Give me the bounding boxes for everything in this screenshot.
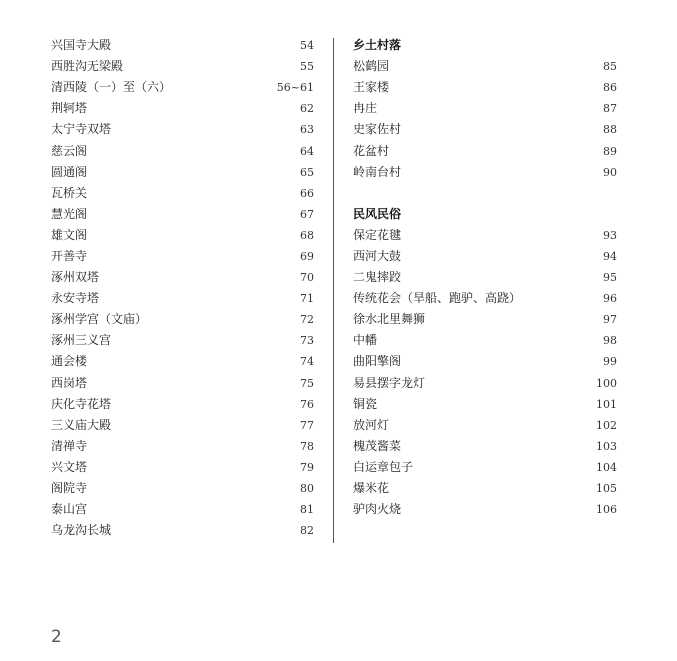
toc-entry-title: 通会楼 bbox=[51, 354, 88, 369]
toc-entry[interactable] bbox=[353, 246, 617, 267]
section-title-villages: 乡土村落 bbox=[353, 38, 402, 52]
page-number: 2 bbox=[51, 627, 62, 647]
toc-entry-title: 西河大鼓 bbox=[353, 248, 402, 263]
toc-entry[interactable] bbox=[353, 457, 617, 478]
toc-entry[interactable] bbox=[353, 478, 617, 499]
toc-entry[interactable] bbox=[51, 457, 314, 478]
toc-entry-title: 清禅寺 bbox=[51, 438, 88, 453]
column-divider bbox=[333, 38, 334, 543]
toc-entry[interactable] bbox=[353, 119, 617, 140]
toc-entry-title: 保定花毽 bbox=[353, 227, 402, 242]
toc-entry-title: 西岗塔 bbox=[51, 375, 88, 390]
toc-entry-page: 72 bbox=[300, 313, 314, 327]
section-villages-list bbox=[353, 56, 617, 183]
toc-entry[interactable] bbox=[51, 330, 314, 351]
toc-entry-page: 67 bbox=[300, 207, 314, 221]
toc-entry[interactable] bbox=[353, 330, 617, 351]
toc-entry[interactable] bbox=[51, 225, 314, 246]
toc-entry-title: 传统花会（旱船、跑驴、高跷） bbox=[353, 291, 522, 306]
toc-entry-page: 104 bbox=[596, 460, 617, 474]
toc-entry[interactable] bbox=[51, 373, 314, 394]
section-spacer bbox=[353, 183, 617, 204]
toc-entry[interactable] bbox=[51, 499, 314, 520]
toc-entry-title: 槐茂酱菜 bbox=[353, 438, 402, 453]
toc-entry-page: 76 bbox=[300, 397, 314, 411]
toc-entry-page: 64 bbox=[300, 144, 314, 158]
toc-entry[interactable] bbox=[51, 162, 314, 183]
toc-entry[interactable] bbox=[353, 77, 617, 98]
toc-entry-title: 泰山宫 bbox=[51, 502, 88, 517]
toc-entry-title: 曲阳擎阁 bbox=[353, 354, 402, 369]
toc-entry-page: 55 bbox=[300, 60, 314, 74]
section-title-folk-customs: 民风民俗 bbox=[353, 206, 402, 221]
toc-entry-title: 史家佐村 bbox=[353, 122, 402, 137]
toc-entry-title: 松鹤园 bbox=[353, 59, 390, 74]
toc-entry-title: 兴国寺大殿 bbox=[51, 38, 112, 53]
toc-entry-page: 82 bbox=[300, 524, 314, 538]
toc-entry-title: 爆米花 bbox=[353, 481, 390, 496]
toc-entry[interactable] bbox=[353, 98, 617, 119]
toc-entry[interactable] bbox=[353, 288, 617, 309]
toc-entry-title: 阁院寺 bbox=[51, 481, 88, 496]
toc-entry-title: 三义庙大殿 bbox=[51, 417, 112, 432]
toc-entry-page: 101 bbox=[596, 397, 617, 411]
toc-entry-page: 86 bbox=[603, 81, 617, 95]
toc-entry-title: 徐水北里舞狮 bbox=[353, 312, 426, 327]
toc-entry-page: 68 bbox=[300, 228, 314, 242]
toc-entry-title: 开善寺 bbox=[51, 248, 88, 263]
toc-entry-page: 102 bbox=[596, 418, 617, 432]
toc-entry[interactable] bbox=[353, 394, 617, 415]
toc-entry-page: 77 bbox=[300, 418, 314, 432]
toc-entry-page: 87 bbox=[603, 102, 617, 116]
toc-entry-page: 95 bbox=[603, 271, 617, 285]
toc-entry[interactable] bbox=[51, 436, 314, 457]
toc-entry-page: 62 bbox=[300, 102, 314, 116]
toc-entry-title: 荆轲塔 bbox=[51, 101, 88, 116]
toc-entry-title: 冉庄 bbox=[353, 101, 378, 116]
toc-entry-title: 庆化寺花塔 bbox=[51, 396, 112, 411]
toc-entry-title: 乌龙沟长城 bbox=[51, 523, 112, 538]
toc-entry[interactable] bbox=[353, 499, 617, 520]
toc-entry-title: 王家楼 bbox=[353, 80, 390, 95]
toc-entry-title: 慧光阁 bbox=[51, 206, 88, 221]
toc-entry-title: 涿州双塔 bbox=[51, 270, 100, 285]
toc-entry-page: 85 bbox=[603, 60, 617, 74]
toc-entry-title: 二鬼摔跤 bbox=[353, 270, 402, 285]
toc-entry[interactable] bbox=[51, 119, 314, 140]
toc-entry-page: 56~61 bbox=[276, 81, 314, 95]
toc-entry-page: 94 bbox=[603, 249, 617, 263]
toc-entry[interactable] bbox=[51, 415, 314, 436]
toc-entry-title: 铜瓷 bbox=[353, 396, 378, 411]
toc-entry[interactable] bbox=[353, 56, 617, 77]
toc-entry-page: 54 bbox=[300, 39, 314, 53]
toc-entry[interactable] bbox=[51, 77, 314, 98]
toc-entry-page: 71 bbox=[300, 292, 314, 306]
toc-entry-title: 永安寺塔 bbox=[51, 291, 100, 306]
toc-entry-page: 98 bbox=[603, 334, 617, 348]
toc-entry-title: 瓦桥关 bbox=[51, 185, 88, 200]
toc-entry[interactable] bbox=[353, 415, 617, 436]
toc-entry-page: 63 bbox=[300, 123, 314, 137]
toc-entry-title: 清西陵（一）至（六） bbox=[51, 80, 172, 95]
toc-entry-title: 放河灯 bbox=[353, 417, 390, 432]
toc-entry[interactable] bbox=[51, 140, 314, 161]
toc-entry[interactable] bbox=[51, 183, 314, 204]
toc-entry-page: 90 bbox=[603, 165, 617, 179]
toc-entry-title: 岭南台村 bbox=[353, 164, 402, 179]
toc-entry-title: 花盆村 bbox=[353, 143, 390, 158]
toc-entry[interactable] bbox=[353, 140, 617, 161]
toc-entry[interactable] bbox=[353, 225, 617, 246]
toc-entry-page: 100 bbox=[596, 376, 617, 390]
toc-entry-page: 103 bbox=[596, 439, 617, 453]
toc-entry[interactable] bbox=[51, 351, 314, 372]
toc-entry-title: 西胜沟无梁殿 bbox=[51, 59, 124, 74]
toc-entry-page: 88 bbox=[603, 123, 617, 137]
section-folk-customs-list bbox=[353, 225, 617, 520]
toc-entry-title: 涿州三义宫 bbox=[51, 333, 112, 348]
toc-entry[interactable] bbox=[51, 394, 314, 415]
toc-entry[interactable] bbox=[51, 288, 314, 309]
toc-entry[interactable] bbox=[51, 56, 314, 77]
toc-entry-title: 圆通阁 bbox=[51, 164, 88, 179]
toc-entry[interactable] bbox=[51, 267, 314, 288]
toc-entry[interactable] bbox=[353, 351, 617, 372]
toc-entry-page: 97 bbox=[603, 313, 617, 327]
toc-entry-page: 65 bbox=[300, 165, 314, 179]
toc-entry-title: 驴肉火烧 bbox=[353, 502, 402, 517]
toc-entry-page: 73 bbox=[300, 334, 314, 348]
toc-entry-title: 慈云阁 bbox=[51, 143, 88, 158]
toc-left-column bbox=[51, 35, 314, 541]
toc-entry-page: 99 bbox=[603, 355, 617, 369]
toc-entry-page: 81 bbox=[300, 503, 314, 517]
toc-entry[interactable] bbox=[51, 35, 314, 56]
toc-entry[interactable] bbox=[353, 436, 617, 457]
toc-entry[interactable] bbox=[353, 373, 617, 394]
toc-entry[interactable] bbox=[51, 520, 314, 541]
toc-entry-title: 太宁寺双塔 bbox=[51, 122, 112, 137]
toc-entry-page: 89 bbox=[603, 144, 617, 158]
toc-entry-page: 93 bbox=[603, 228, 617, 242]
toc-entry-page: 79 bbox=[300, 460, 314, 474]
toc-entry[interactable] bbox=[353, 309, 617, 330]
toc-entry-page: 66 bbox=[300, 186, 314, 200]
toc-entry-page: 106 bbox=[596, 503, 617, 517]
toc-entry[interactable] bbox=[51, 204, 314, 225]
toc-entry[interactable] bbox=[51, 246, 314, 267]
toc-entry-page: 80 bbox=[300, 482, 314, 496]
toc-entry-title: 易县摆字龙灯 bbox=[353, 375, 426, 390]
toc-entry-page: 78 bbox=[300, 439, 314, 453]
toc-entry-page: 70 bbox=[300, 271, 314, 285]
toc-entry-page: 74 bbox=[300, 355, 314, 369]
toc-entry-title: 中幡 bbox=[353, 333, 378, 348]
toc-entry[interactable] bbox=[51, 309, 314, 330]
toc-entry[interactable] bbox=[353, 162, 617, 183]
toc-entry-title: 兴文塔 bbox=[51, 459, 88, 474]
toc-entry-page: 75 bbox=[300, 376, 314, 390]
toc-entry-title: 涿州学宫（文庙） bbox=[51, 312, 148, 327]
toc-entry-page: 69 bbox=[300, 249, 314, 263]
toc-entry-page: 105 bbox=[596, 482, 617, 496]
toc-right-column bbox=[353, 35, 617, 520]
toc-entry[interactable] bbox=[51, 98, 314, 119]
toc-entry-page: 96 bbox=[603, 292, 617, 306]
toc-entry-title: 白运章包子 bbox=[353, 459, 414, 474]
toc-entry-title: 雄文阁 bbox=[51, 227, 88, 242]
toc-entry[interactable] bbox=[353, 267, 617, 288]
toc-entry[interactable] bbox=[51, 478, 314, 499]
